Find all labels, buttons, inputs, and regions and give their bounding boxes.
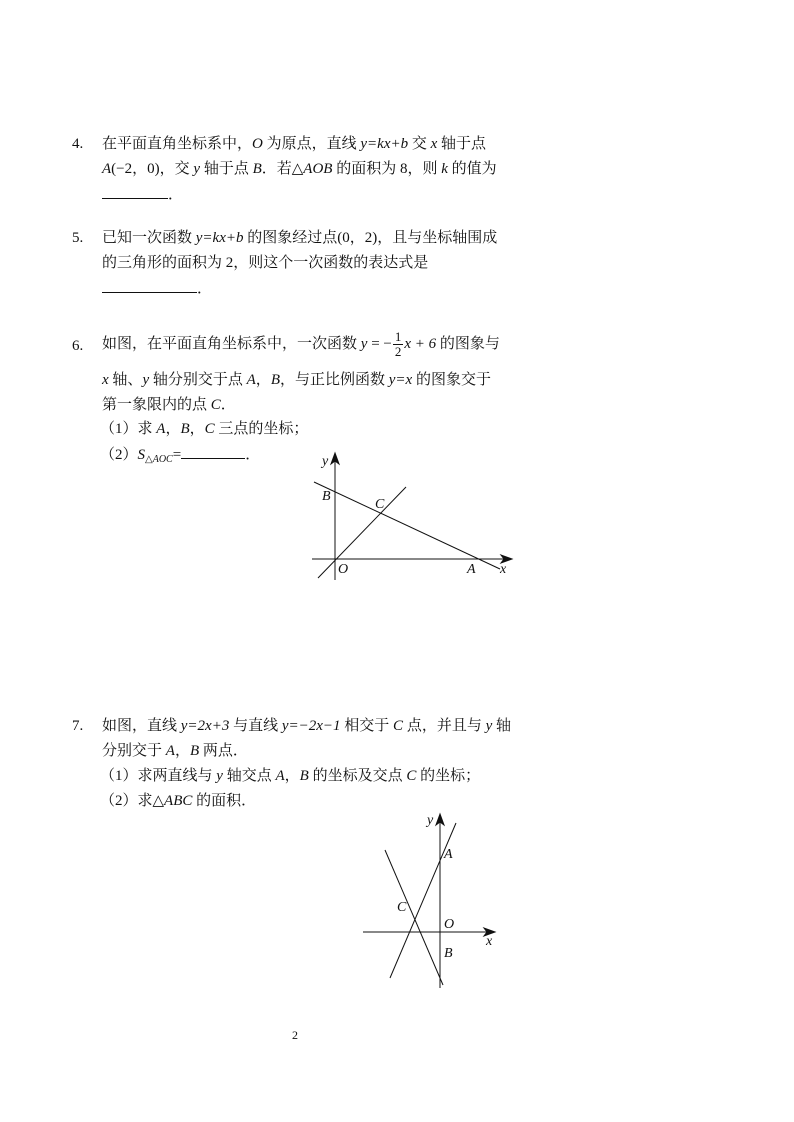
label-a: A xyxy=(467,562,476,577)
problem-5-line-3: ． xyxy=(102,278,212,299)
label-c: C xyxy=(375,497,385,512)
label-y: y xyxy=(427,813,434,828)
problem-7-question-1: （1）求两直线与 y 轴交点 A，B 的坐标及交点 C 的坐标； xyxy=(100,768,481,784)
line-ab xyxy=(314,482,500,569)
problem-6-line-2: x 轴、y 轴分别交于点 A，B，与正比例函数 y=x 的图象交于 xyxy=(102,372,491,388)
label-y: y xyxy=(322,454,329,469)
label-x: x xyxy=(500,562,507,577)
label-x: x xyxy=(486,934,493,949)
label-a: A xyxy=(444,847,453,862)
problem-5-line-2: 的三角形的面积为 2，则这个一次函数的表达式是 xyxy=(102,255,429,271)
label-o: O xyxy=(444,917,455,932)
label-c: C xyxy=(397,900,407,915)
fraction-one-half: $\frac{1}{2}$ xyxy=(394,329,402,360)
label-b: B xyxy=(322,489,331,504)
answer-blank[interactable] xyxy=(181,444,245,459)
problem-6-question-2: $(2)S_{\triangle AOC}=$ ． xyxy=(100,444,260,470)
problem-5-line-1: 已知一次函数 y=kx+b 的图象经过点(0，2)，且与坐标轴围成 xyxy=(102,230,498,246)
line-y-equals-x xyxy=(318,487,406,578)
label-b: B xyxy=(444,946,453,961)
answer-blank[interactable] xyxy=(102,278,197,293)
problem-number: 4. xyxy=(72,136,84,152)
problem-6-line-3: 第一象限内的点 C． xyxy=(102,397,236,413)
problem-4-line-2: A(−2，0)，交 y 轴于点 B．若△AOB 的面积为 8，则 k 的值为 xyxy=(102,161,497,177)
problem-number: 7. xyxy=(72,718,84,734)
problem-number: 6. xyxy=(72,338,84,354)
problem-6-line-1: 如图，在平面直角坐标系中，一次函数 y = − $\frac{1}{2}$ x + 6 的图象与 xyxy=(102,329,500,360)
answer-blank[interactable] xyxy=(102,184,168,199)
problem-6-figure xyxy=(300,445,530,585)
problem-7-question-2: （2）求△ABC 的面积． xyxy=(100,793,257,809)
problem-7-line-1: 如图，直线 y=2x+3 与直线 y=−2x−1 相交于 C 点，并且与 y 轴 xyxy=(102,718,512,734)
page-number: 2 xyxy=(292,1028,298,1042)
problem-7-figure xyxy=(355,808,505,993)
line-y-equals-minus-2x-minus-1 xyxy=(385,850,443,985)
label-o: O xyxy=(338,562,349,577)
problem-6-question-1: （1）求 A，B，C 三点的坐标； xyxy=(100,421,309,437)
problem-4-line-3: ． xyxy=(102,184,183,205)
problem-4-line-1: 在平面直角坐标系中，O 为原点，直线 y=kx+b 交 x 轴于点 xyxy=(102,136,487,152)
problem-7-line-2: 分别交于 A，B 两点． xyxy=(102,743,248,759)
problem-number: 5. xyxy=(72,230,84,246)
